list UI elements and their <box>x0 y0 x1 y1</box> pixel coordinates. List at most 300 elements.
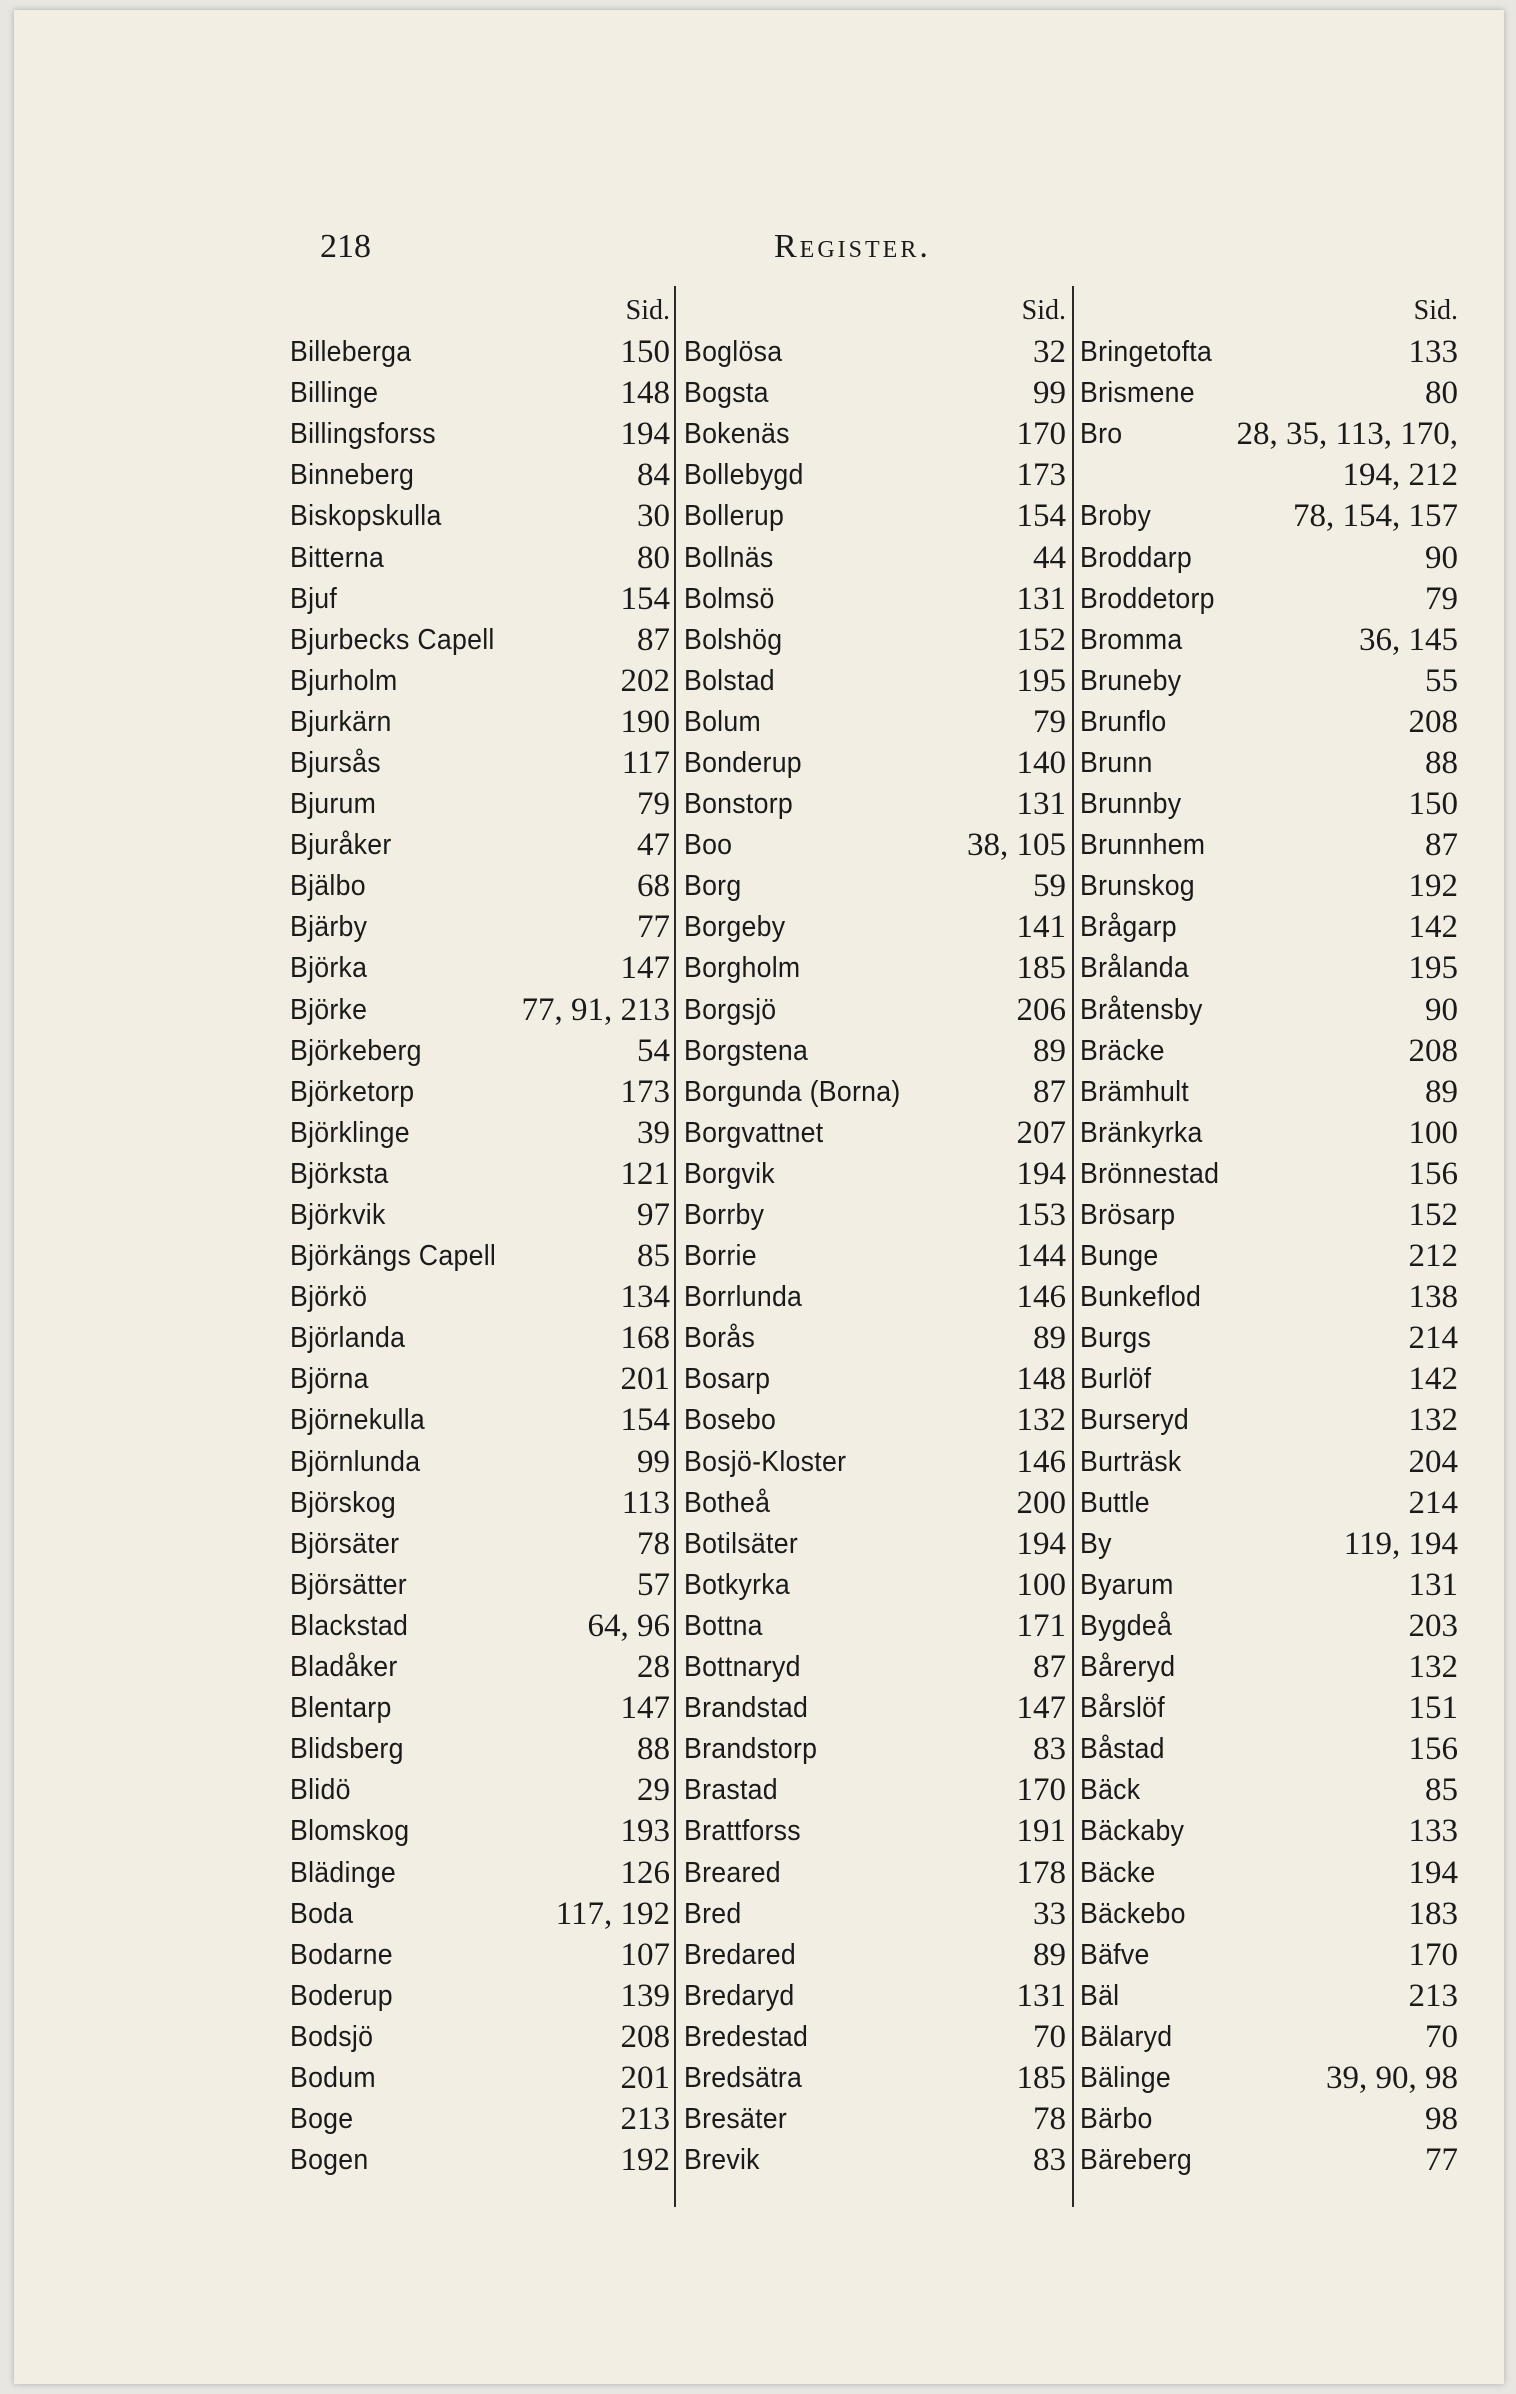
place-name: Brandstorp <box>684 1733 818 1766</box>
page-reference: 183 <box>1408 1895 1458 1932</box>
index-entry <box>684 1359 1066 1400</box>
page-reference: 85 <box>1425 1772 1458 1809</box>
index-entry <box>684 1442 1066 1483</box>
index-entry <box>1080 1318 1458 1359</box>
page-reference: 153 <box>1016 1197 1066 1234</box>
page-reference: 150 <box>1408 786 1458 823</box>
page-reference: 185 <box>1016 950 1066 987</box>
index-entry <box>1080 1031 1458 1072</box>
index-entry <box>1080 1072 1458 1113</box>
page-reference: 88 <box>1425 744 1458 781</box>
index-entry <box>684 1976 1066 2017</box>
index-entry <box>290 1770 670 1811</box>
index-entry <box>290 1277 670 1318</box>
place-name: Bolmsö <box>684 582 775 615</box>
place-name: Botkyrka <box>684 1568 791 1601</box>
index-entry <box>1080 1359 1458 1400</box>
page-reference: 194 <box>1408 1854 1458 1891</box>
page-reference: 142 <box>1408 1361 1458 1398</box>
page-reference: 30 <box>637 498 670 535</box>
page-reference: 107 <box>620 1936 670 1973</box>
page-reference: 152 <box>1408 1197 1458 1234</box>
page-reference: 214 <box>1408 1320 1458 1357</box>
page-reference: 87 <box>637 621 670 658</box>
index-entry <box>684 537 1066 578</box>
page-reference: 99 <box>637 1443 670 1480</box>
page-reference: 70 <box>1425 2018 1458 2055</box>
place-name: Bjursås <box>290 746 381 779</box>
place-name: Bladåker <box>290 1651 398 1684</box>
place-name: Björkvik <box>290 1199 386 1232</box>
place-name: Bodsjö <box>290 2020 374 2053</box>
index-entry <box>684 948 1066 989</box>
place-name: Bjurkärn <box>290 705 392 738</box>
index-column-3 <box>1080 290 1458 2181</box>
place-name: Björkö <box>290 1281 368 1314</box>
place-name: Björskog <box>290 1486 397 1519</box>
page-reference: 121 <box>620 1155 670 1192</box>
place-name: Borrby <box>684 1199 765 1232</box>
page-reference: 77 <box>1425 2142 1458 2179</box>
page-reference: 131 <box>1016 786 1066 823</box>
page-reference: 193 <box>620 1813 670 1850</box>
page-reference: 33 <box>1033 1895 1066 1932</box>
place-name: Billingsforss <box>290 418 436 451</box>
place-name: Blentarp <box>290 1692 392 1725</box>
index-entry <box>290 579 670 620</box>
place-name: Bäl <box>1080 1979 1120 2012</box>
page-reference: 78 <box>1033 2101 1066 2138</box>
page-reference: 146 <box>1016 1443 1066 1480</box>
index-entry <box>290 1565 670 1606</box>
page-reference: 39, 90, 98 <box>1326 2059 1458 2096</box>
page-reference: 55 <box>1425 662 1458 699</box>
place-name: Bjuråker <box>290 829 392 862</box>
place-name: Bitterna <box>290 541 385 574</box>
index-entry <box>290 2099 670 2140</box>
book-page <box>14 10 1504 2384</box>
place-name: Borgvik <box>684 1157 775 1190</box>
place-name: Broby <box>1080 500 1152 533</box>
index-entry <box>290 2140 670 2181</box>
page-reference: 139 <box>620 1977 670 2014</box>
page-reference: 85 <box>637 1238 670 1275</box>
page-reference: 148 <box>1016 1361 1066 1398</box>
index-entry <box>684 2058 1066 2099</box>
index-entry <box>684 579 1066 620</box>
place-name: Bjurum <box>290 788 377 821</box>
place-name: Bonstorp <box>684 788 794 821</box>
page-reference: 131 <box>1408 1566 1458 1603</box>
place-name: Borgvattnet <box>684 1116 824 1149</box>
page-reference: 195 <box>1016 662 1066 699</box>
page-reference: 99 <box>1033 375 1066 412</box>
index-column-2 <box>684 290 1066 2181</box>
place-name: Bollebygd <box>684 459 804 492</box>
index-entry <box>290 414 670 455</box>
page-reference: 147 <box>620 1690 670 1727</box>
place-name: Bräcke <box>1080 1034 1165 1067</box>
index-entry <box>290 825 670 866</box>
place-name: Brunskog <box>1080 870 1195 903</box>
page-reference: 79 <box>637 786 670 823</box>
place-name: Blackstad <box>290 1609 409 1642</box>
page-reference: 170 <box>1016 1772 1066 1809</box>
entry-list <box>1080 332 1458 2181</box>
place-name: Bolshög <box>684 623 783 656</box>
index-entry <box>290 332 670 373</box>
place-name: Borgeby <box>684 911 786 944</box>
place-name: Björka <box>290 952 368 985</box>
index-entry <box>1080 1442 1458 1483</box>
page-reference: 194 <box>620 416 670 453</box>
index-entry <box>684 866 1066 907</box>
page-reference: 168 <box>620 1320 670 1357</box>
place-name: Bråtensby <box>1080 993 1203 1026</box>
page-reference: 141 <box>1016 909 1066 946</box>
index-entry <box>290 1811 670 1852</box>
index-entry <box>1080 455 1458 496</box>
index-entry <box>1080 2140 1458 2181</box>
page-reference: 57 <box>637 1566 670 1603</box>
page-reference: 126 <box>620 1854 670 1891</box>
index-entry <box>290 866 670 907</box>
place-name: Bredaryd <box>684 1979 795 2012</box>
page-reference: 36, 145 <box>1359 621 1458 658</box>
index-entry <box>290 784 670 825</box>
page-reference: 147 <box>1016 1690 1066 1727</box>
index-entry <box>1080 1277 1458 1318</box>
index-entry <box>1080 1236 1458 1277</box>
place-name: Björkeberg <box>290 1034 422 1067</box>
place-name: Bodum <box>290 2061 376 2094</box>
page-reference: 77 <box>637 909 670 946</box>
place-name: Bokenäs <box>684 418 790 451</box>
page-reference: 89 <box>1033 1936 1066 1973</box>
place-name: Burgs <box>1080 1322 1152 1355</box>
index-entry <box>684 1154 1066 1195</box>
index-entry <box>290 948 670 989</box>
place-name: Billeberga <box>290 336 412 369</box>
page-reference: 201 <box>620 1361 670 1398</box>
index-entry <box>684 990 1066 1031</box>
place-name: Bolstad <box>684 664 775 697</box>
index-entry <box>684 1031 1066 1072</box>
page-reference: 89 <box>1033 1032 1066 1069</box>
index-entry <box>1080 332 1458 373</box>
index-entry <box>1080 1565 1458 1606</box>
page-reference: 32 <box>1033 334 1066 371</box>
place-name: Brunnby <box>1080 788 1182 821</box>
page-reference: 194 <box>1016 1525 1066 1562</box>
page-reference: 191 <box>1016 1813 1066 1850</box>
page-reference: 154 <box>620 580 670 617</box>
page-reference: 87 <box>1425 827 1458 864</box>
place-name: Bred <box>684 1897 742 1930</box>
index-entry <box>684 1894 1066 1935</box>
index-entry <box>684 907 1066 948</box>
index-entry <box>290 620 670 661</box>
index-entry <box>290 1688 670 1729</box>
index-entry <box>684 1852 1066 1893</box>
place-name: Bärbo <box>1080 2103 1153 2136</box>
place-name: Båreryd <box>1080 1651 1176 1684</box>
page-reference: 90 <box>1425 539 1458 576</box>
place-name: Björsätter <box>290 1568 407 1601</box>
place-name: Borgunda (Borna) <box>684 1075 901 1108</box>
page-reference: 119, 194 <box>1343 1525 1458 1562</box>
page-reference: 80 <box>1425 375 1458 412</box>
page-reference: 39 <box>637 1114 670 1151</box>
index-entry <box>290 1976 670 2017</box>
page-reference: 77, 91, 213 <box>521 991 670 1028</box>
place-name: Björsäter <box>290 1527 400 1560</box>
index-entry <box>684 414 1066 455</box>
place-name: Bottna <box>684 1609 763 1642</box>
index-entry <box>1080 2058 1458 2099</box>
place-name: Bredared <box>684 1938 796 1971</box>
place-name: Bogsta <box>684 377 769 410</box>
page-reference: 202 <box>620 662 670 699</box>
page-reference: 98 <box>1425 2101 1458 2138</box>
index-entry <box>1080 1647 1458 1688</box>
page-reference: 203 <box>1408 1607 1458 1644</box>
place-name: Björnlunda <box>290 1445 421 1478</box>
index-entry <box>684 2017 1066 2058</box>
index-entry <box>684 373 1066 414</box>
place-name: Bromma <box>1080 623 1183 656</box>
place-name: Bollerup <box>684 500 785 533</box>
index-column-1 <box>290 290 670 2181</box>
page-reference: 68 <box>637 868 670 905</box>
place-name: Brösarp <box>1080 1199 1176 1232</box>
index-entry <box>684 1524 1066 1565</box>
place-name: Brunn <box>1080 746 1153 779</box>
index-entry <box>1080 825 1458 866</box>
place-name: Burlöf <box>1080 1363 1152 1396</box>
index-entry <box>684 455 1066 496</box>
page-reference: 29 <box>637 1772 670 1809</box>
place-name: Boglösa <box>684 336 783 369</box>
place-name: Borgstena <box>684 1034 809 1067</box>
index-entry <box>290 1031 670 1072</box>
place-name: Brattforss <box>684 1815 801 1848</box>
page-reference: 142 <box>1408 909 1458 946</box>
index-entry <box>290 373 670 414</box>
place-name: Buttle <box>1080 1486 1150 1519</box>
place-name: Bosarp <box>684 1363 771 1396</box>
place-name: Bredsätra <box>684 2061 803 2094</box>
page-reference: 78, 154, 157 <box>1293 498 1458 535</box>
index-entry <box>1080 866 1458 907</box>
page-reference: 147 <box>620 950 670 987</box>
place-name: Bäckebo <box>1080 1897 1186 1930</box>
index-entry <box>684 743 1066 784</box>
index-entry <box>290 1935 670 1976</box>
place-name: Boo <box>684 829 733 862</box>
page-reference: 146 <box>1016 1279 1066 1316</box>
page-reference: 214 <box>1408 1484 1458 1521</box>
entry-list <box>684 332 1066 2181</box>
column-heading: Sid. <box>1413 295 1458 326</box>
page-reference: 208 <box>1408 703 1458 740</box>
index-entry <box>290 1524 670 1565</box>
index-entry <box>684 784 1066 825</box>
index-entry <box>684 1565 1066 1606</box>
page-reference: 154 <box>620 1402 670 1439</box>
place-name: Brämhult <box>1080 1075 1189 1108</box>
place-name: Bruneby <box>1080 664 1182 697</box>
place-name: By <box>1080 1527 1112 1560</box>
page-reference: 204 <box>1408 1443 1458 1480</box>
place-name: Bredestad <box>684 2020 809 2053</box>
index-entry <box>1080 948 1458 989</box>
place-name: Björkängs Capell <box>290 1240 497 1273</box>
index-entry <box>290 1113 670 1154</box>
index-entry <box>1080 620 1458 661</box>
place-name: Boderup <box>290 1979 393 2012</box>
index-entry <box>684 1483 1066 1524</box>
index-entry <box>290 1729 670 1770</box>
place-name: Borgholm <box>684 952 801 985</box>
page-reference: 185 <box>1016 2059 1066 2096</box>
place-name: Blidsberg <box>290 1733 404 1766</box>
place-name: Brunflo <box>1080 705 1167 738</box>
index-entry <box>684 825 1066 866</box>
page-reference: 171 <box>1016 1607 1066 1644</box>
index-entry <box>1080 1976 1458 2017</box>
page-reference: 212 <box>1408 1238 1458 1275</box>
page-reference: 79 <box>1425 580 1458 617</box>
page-reference: 100 <box>1016 1566 1066 1603</box>
page-reference: 44 <box>1033 539 1066 576</box>
column-heading: Sid. <box>1021 295 1066 326</box>
page-reference: 87 <box>1033 1073 1066 1110</box>
index-entry <box>1080 1483 1458 1524</box>
page-reference: 154 <box>1016 498 1066 535</box>
page-reference: 133 <box>1408 1813 1458 1850</box>
index-entry <box>684 1811 1066 1852</box>
index-entry <box>290 661 670 702</box>
place-name: Björketorp <box>290 1075 415 1108</box>
page-reference: 70 <box>1033 2018 1066 2055</box>
place-name: Bjärby <box>290 911 368 944</box>
index-entry <box>290 1359 670 1400</box>
place-name: Blomskog <box>290 1815 410 1848</box>
index-entry <box>1080 1400 1458 1441</box>
page-reference: 140 <box>1016 744 1066 781</box>
place-name: Bränkyrka <box>1080 1116 1203 1149</box>
place-name: Bäcke <box>1080 1856 1156 1889</box>
page-reference: 150 <box>620 334 670 371</box>
page-reference: 87 <box>1033 1649 1066 1686</box>
page-reference: 173 <box>620 1073 670 1110</box>
page-reference: 201 <box>620 2059 670 2096</box>
place-name: Bogen <box>290 2144 369 2177</box>
place-name: Blidö <box>290 1774 351 1807</box>
page-reference: 38, 105 <box>967 827 1066 864</box>
index-entry <box>290 1483 670 1524</box>
index-entry <box>290 702 670 743</box>
index-entry <box>684 1647 1066 1688</box>
place-name: Bresäter <box>684 2103 788 2136</box>
index-entry <box>684 1236 1066 1277</box>
place-name: Billinge <box>290 377 379 410</box>
page-reference: 170 <box>1408 1936 1458 1973</box>
page-reference: 190 <box>620 703 670 740</box>
place-name: Brågarp <box>1080 911 1177 944</box>
page-reference: 208 <box>620 2018 670 2055</box>
index-entry <box>1080 1154 1458 1195</box>
index-entry <box>684 1688 1066 1729</box>
index-entry <box>1080 1524 1458 1565</box>
page-reference: 207 <box>1016 1114 1066 1151</box>
index-entry <box>1080 373 1458 414</box>
index-entry <box>290 1442 670 1483</box>
place-name: Bonderup <box>684 746 802 779</box>
place-name: Bringetofta <box>1080 336 1213 369</box>
place-name: Båstad <box>1080 1733 1165 1766</box>
page-reference: 148 <box>620 375 670 412</box>
page-reference: 194, 212 <box>1342 457 1458 494</box>
page-reference: 64, 96 <box>587 1607 670 1644</box>
index-entry <box>290 2017 670 2058</box>
place-name: Binneberg <box>290 459 415 492</box>
place-name: Bollnäs <box>684 541 774 574</box>
page-number: 218 <box>320 228 371 265</box>
index-entry <box>684 2099 1066 2140</box>
place-name: Broddetorp <box>1080 582 1215 615</box>
place-name: Blädinge <box>290 1856 397 1889</box>
page-reference: 144 <box>1016 1238 1066 1275</box>
place-name: Björksta <box>290 1157 389 1190</box>
page-reference: 156 <box>1408 1155 1458 1192</box>
index-entry <box>1080 537 1458 578</box>
place-name: Burseryd <box>1080 1404 1189 1437</box>
place-name: Bälinge <box>1080 2061 1171 2094</box>
column-divider <box>674 286 676 2207</box>
page-reference: 132 <box>1016 1402 1066 1439</box>
page-reference: 200 <box>1016 1484 1066 1521</box>
index-entry <box>290 990 670 1031</box>
page-reference: 117, 192 <box>555 1895 670 1932</box>
index-entry <box>1080 1935 1458 1976</box>
place-name: Boge <box>290 2103 354 2136</box>
place-name: Bjälbo <box>290 870 366 903</box>
index-entry <box>1080 496 1458 537</box>
page-reference: 178 <box>1016 1854 1066 1891</box>
place-name: Borg <box>684 870 742 903</box>
page-reference: 97 <box>637 1197 670 1234</box>
page-reference: 54 <box>637 1032 670 1069</box>
page-reference: 131 <box>1016 1977 1066 2014</box>
place-name: Björklinge <box>290 1116 410 1149</box>
page-reference: 213 <box>620 2101 670 2138</box>
column-divider <box>1072 286 1074 2207</box>
page-reference: 28 <box>637 1649 670 1686</box>
index-entry <box>290 496 670 537</box>
index-entry <box>1080 2017 1458 2058</box>
place-name: Bårslöf <box>1080 1692 1165 1725</box>
page-reference: 83 <box>1033 1731 1066 1768</box>
place-name: Bottnaryd <box>684 1651 801 1684</box>
page-reference: 113 <box>621 1484 670 1521</box>
index-entry <box>1080 990 1458 1031</box>
place-name: Bäck <box>1080 1774 1141 1807</box>
index-entry <box>290 743 670 784</box>
index-entry <box>290 1400 670 1441</box>
place-name: Bäckaby <box>1080 1815 1185 1848</box>
